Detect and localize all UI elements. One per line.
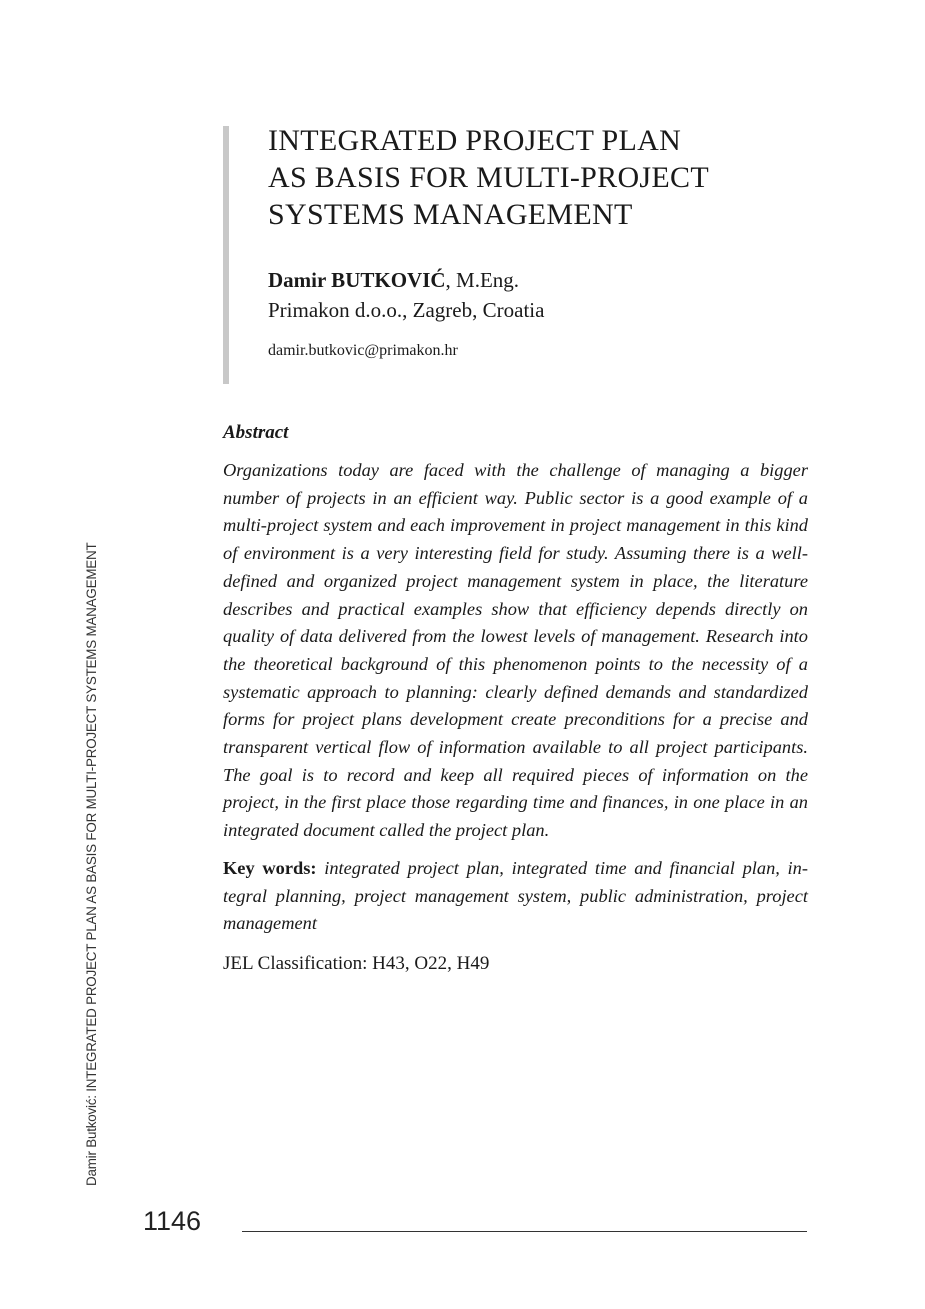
author-affiliation: Primakon d.o.o., Zagreb, Croatia — [268, 298, 545, 322]
jel-classification: JEL Classification: H43, O22, H49 — [223, 953, 490, 974]
author-name: Damir BUTKOVIĆ — [268, 268, 446, 292]
keywords-text: integrated project plan, integrated time and financial plan, integral planning, project management system, public administration, project management — [223, 858, 808, 934]
keywords-label: Key words: — [223, 858, 317, 878]
paper-title — [268, 122, 828, 233]
title-line-3: SYSTEMS MANAGEMENT — [268, 198, 633, 231]
title-line-1: INTEGRATED PROJECT PLAN — [268, 124, 682, 157]
abstract-heading: Abstract — [223, 422, 289, 443]
title-line-2: AS BASIS FOR MULTI-PROJECT — [268, 161, 709, 194]
author-degree: , M.Eng. — [445, 268, 520, 292]
author-email: damir.butkovic@primakon.hr — [268, 342, 458, 359]
running-head: Damir Butković: INTEGRATED PROJECT PLAN AS BASIS FOR MULTI-PROJECT SYSTEMS MANAGEMENT — [84, 542, 99, 1186]
title-accent-bar — [223, 126, 229, 384]
keywords — [223, 855, 808, 938]
page-number: 1146 — [143, 1206, 202, 1236]
abstract-text: Organizations today are faced with the challenge of managing a bigger number of projects in an efficient way. Public sector is a good example of a multi-project system and each improvement in project management in this kind of environment is a very interesting field for study. Assuming there is a well-defined and organized project management system in place, the literature describes and practical examples show that efficiency depends directly on quality of data delivered from the lowest levels of management. Research into the theoretical background of this phenomenon points to the necessity of a systematic approach to planning: clearly defined demands and standardized forms for project plans development create preconditions for a precise and transparent vertical flow of information available to all project participants. The goal is to record and keep all required pieces of information on the project, in the first place those regarding time and finances, in one place in an integrated document called the project plan. — [223, 460, 808, 841]
footer-rule — [242, 1231, 807, 1232]
author-line — [268, 266, 519, 294]
